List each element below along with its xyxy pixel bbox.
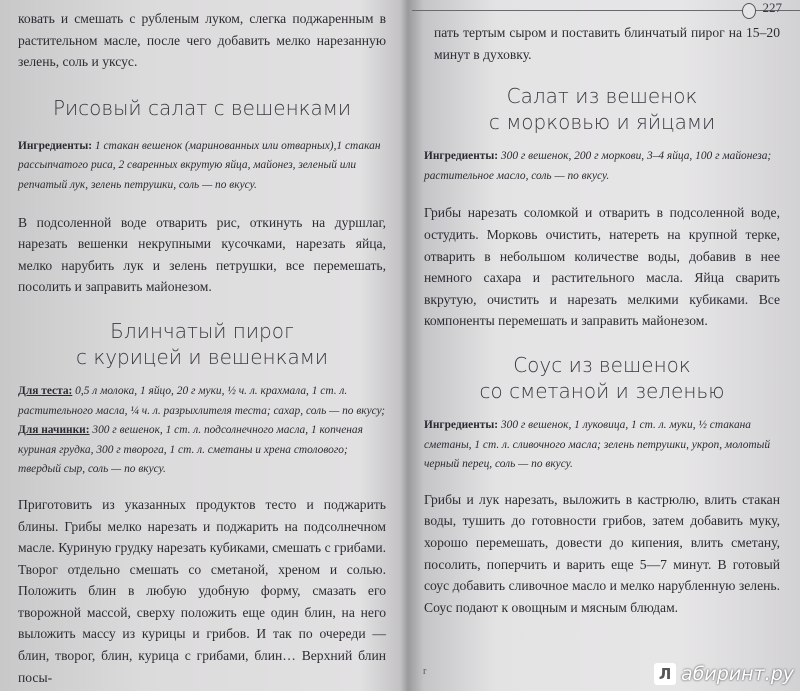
pancake-pie-filling <box>18 421 386 480</box>
rice-salad-ingredients <box>18 137 386 196</box>
right-page <box>412 0 800 691</box>
left-intro-paragraph: ковать и смешать с рубленым луком, слегка поджаренным в растительном масле, после чего добавить мелко нарезанную зелень, соль и уксус. <box>18 11 386 70</box>
carrot-salad-title-line1: Салат из вешенок <box>506 84 698 109</box>
carrot-salad-method: Грибы нарезать соломкой и отварить в подсоленной воде, остудить. Морковь очистить, натереть на крупной терке, отварить в небольшом количестве воды, добавив в нее немного сахара и растительного масла. Яйца сварить вкрутую, очистить и нарезать мелкими кубиками. Все компоненты перемешать и заправить майонезом. <box>424 205 780 329</box>
ornament-icon <box>742 3 756 19</box>
rice-salad-method: В подсоленной воде отварить рис, откинуть на дуршлаг, нарезать вешенки некрупными кусочками, нарезать яйца, мелко нарубить лук и зелень петрушки, все перемешать, посолить и заправить майонезом. <box>18 214 386 295</box>
sauce-ingredients <box>424 416 780 475</box>
filling-label: Для начинки: <box>18 424 90 437</box>
carrot-salad-title-line2: с морковью и яйцами <box>488 110 716 135</box>
page-number: 227 <box>762 0 782 15</box>
dough-text: 0,5 л молока, 1 яйцо, 20 г муки, ½ ч. л. крахмала, 1 ст. л. растительного масла, ¼ ч. л. разрыхлителя теста; сахар, соль — по вкусу; <box>18 384 386 417</box>
carrot-salad-title <box>424 83 780 135</box>
pancake-pie-dough <box>18 382 386 421</box>
sauce-title-line1: Соус из вешенок <box>513 352 691 377</box>
ingredients-label: Ингредиенты: <box>424 150 499 163</box>
ingredients-text: 300 г вешенок, 200 г моркови, 3–4 яйца, 100 г майонеза; растительное масло, соль — по вкусу. <box>424 150 772 182</box>
sauce-method: Грибы и лук нарезать, выложить в кастрюлю, влить стакан воды, тушить до готовности грибов, затем добавить муку, хорошо перемешать, довести до кипения, влить сметану, посолить, поперчить и варить еще 5—7 минут. В готовый соус добавить сливочное масло и мелко нарубленную зелень. Соус подают к овощным и мясным блюдам. <box>424 491 780 615</box>
carrot-salad-ingredients <box>424 147 780 186</box>
ingredients-text: 1 стакан вешенок (маринованных или отварных),1 стакан рассыпчатого риса, 2 сваренных вкрутую яйца, майонез, зеленый или репчатый лук, зелень петрушки, соль — по вкусу. <box>18 139 381 191</box>
ingredients-label: Ингредиенты: <box>424 418 499 431</box>
left-column <box>18 0 386 688</box>
watermark-text: абиринт.ру <box>681 663 794 685</box>
ingredients-text: 300 г вешенок, 1 луковица, 1 ст. л. муки, ½ стакана сметаны, 1 ст. л. сливочного масла; зелень петрушки, укроп, молотый черный перец, соль — по вкусу. <box>424 418 771 471</box>
dough-label: Для теста: <box>18 384 73 397</box>
pancake-pie-method: Приготовить из указанных продуктов тесто и поджарить блины. Грибы мелко нарезать и поджарить на подсолнечном масле. Куриную грудку нарезать кубиками, смешать с грибами. Творог отдельно смешать со сметаной, хреном и солью. Положить блин в любую удобную форму, смазать его творожной массой, сверху положить еще один блин, на него выложить массу из курицы и грибов. И так по очереди — блин, творог, блин, курица с грибами, блин… Верхний блин посы- <box>18 496 386 685</box>
gutter-mark: r <box>423 666 427 677</box>
pancake-pie-title <box>18 318 386 370</box>
filling-text: 300 г вешенок, 1 ст. л. подсолнечного масла, 1 копченая куриная грудка, 300 г творога, 1 ст. л. сметаны и хрена столового; твердый сыр, соль — по вкусу. <box>18 424 363 476</box>
rice-salad-title: Рисовый салат с вешенками <box>52 95 352 120</box>
ingredients-label: Ингредиенты: <box>18 139 93 152</box>
watermark <box>654 663 794 685</box>
labirint-logo-icon: Л <box>654 663 676 685</box>
pancake-pie-title-line1: Блинчатый пирог <box>110 318 294 343</box>
sauce-title-line2: со сметаной и зеленью <box>479 378 725 403</box>
sauce-title <box>424 352 780 404</box>
right-column <box>424 22 780 618</box>
right-intro-paragraph: пать тертым сыром и поставить блинчатый пирог на 15–20 минут в духовку. <box>434 25 780 62</box>
pancake-pie-title-line2: с курицей и вешенками <box>75 344 329 369</box>
